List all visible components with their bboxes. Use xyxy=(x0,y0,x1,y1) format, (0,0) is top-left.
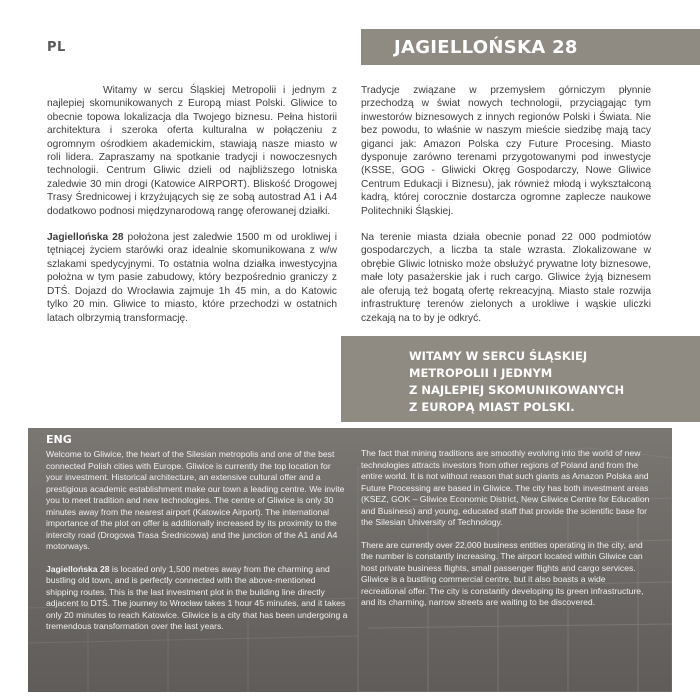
eng-left-column xyxy=(46,449,348,644)
eng-right-column xyxy=(361,448,651,620)
eng-tradition-paragraph: The fact that mining traditions are smoothly evolving into the world of new technologies attracts investors from other regions of Poland and from the entire world. It is not without reason that such giants as Amazon Polska and Future Processing are based in Gliwice. The city has both investment areas (KSEZ, GOK – Gliwice Economic District, New Gliwice Centre for Education and Business) and young, educated staff that provide the scientific base for the Silesian University of Technology. xyxy=(361,448,650,527)
pl-right-column xyxy=(361,84,651,338)
pl-location-lead: Jagiellońska 28 xyxy=(47,232,124,244)
pl-business-paragraph: Na terenie miasta działa obecnie ponad 22 000 podmiotów gospodarczych, a liczba ta stale wzrasta. Zlokalizowane w obrębie Gliwic lotnisko może obsłużyć prywatne loty biznesowe, małe loty pasażerskie jak i ruch cargo. Gliwice żyją biznesem ale oferują też bogatą ofertę rekreacyjną. Miasto stale rozwija infrastrukturę terenów zielonych a urokliwe i wąskie uliczki czekają na to by je odkryć. xyxy=(361,232,651,324)
eng-intro-paragraph: Welcome to Gliwice, the heart of the Silesian metropolis and one of the best connected Polish cities with Europe. Gliwice is currently the top location for your investment. Historical architecture, an extensive cultural offer and a prestigious academic establishment make our town a leading centre. We invite you to meet tradition and new technologies. The centre of Gliwice is only 30 minutes away from the nearest airport (Katowice Airport). The international importance of the plot on offer is additionally increased by its proximity to the intercity road (Drogowa Trasa Średnicowa) and the junction of the A1 and A4 motorways. xyxy=(46,449,345,551)
eng-location-lead: Jagiellońska 28 xyxy=(46,563,110,574)
language-label-eng: ENG xyxy=(46,433,72,446)
pl-location-paragraph xyxy=(47,231,337,325)
page-title: JAGIELLOŃSKA 28 xyxy=(394,36,578,58)
eng-location-paragraph xyxy=(46,564,348,633)
language-label-pl: PL xyxy=(47,40,66,55)
pl-intro-paragraph: Witamy w sercu Śląskiej Metropolii i jednym z najlepiej skomunikowanych z Europą miast Polski. Gliwice to obecnie topowa lokalizacja dla Twojego biznesu. Pełna historii architektura i szeroka oferta kulturalna w połączeniu z ogromnym ośrodkiem akademickim, stawiają nasze miasto w roli lidera. Zapraszamy na spotkanie tradycji i nowoczesnych technologii. Centrum Gliwic dzieli od najbliższego lotniska zaledwie 30 min drogi (Katowice AIRPORT). Bliskość Drogowej Trasy Średnicowej i krzyżujących się ze sobą autostrad A1 i A4 dodatkowo podnosi międzynarodową rangę oferowanej działki. xyxy=(47,85,337,217)
quote-line: METROPOLII I JEDNYM xyxy=(409,366,553,380)
page-title-bar xyxy=(361,29,700,65)
eng-business-paragraph: There are currently over 22,000 business entities operating in the city, and the number is constantly increasing. The airport located within Gliwice can host private business flights, small passenger flights and cargo services. Gliwice is a bustling commercial centre, but it also boasts a wide recreational offer. The city is constantly developing its green infrastructure, and its charming, narrow streets are waiting to be discovered. xyxy=(361,539,644,607)
pl-location-text: położona jest zaledwie 1500 m od urokliwej i tętniącej życiem starówki oraz idealnie skomunikowana z w/w szlakami spedycyjnymi. To ostatnia wolna działka inwestycyjna położna w tym pasie zabudowy, który bezpośrednio graniczy z DTŚ. Dojazd do Wrocławia zajmuje 1h 45 min, a do Katowic tylko 20 min. Gliwice to miasto, które przechodzi w ostatnich latach olbrzymią transformację. xyxy=(47,232,337,324)
highlight-quote-box xyxy=(341,336,700,422)
pl-left-column xyxy=(47,84,337,338)
quote-line: Z EUROPĄ MIAST POLSKI. xyxy=(409,400,575,414)
eng-panel xyxy=(28,428,672,692)
pl-tradition-paragraph: Tradycje związane w przemysłem górniczym płynnie przechodzą w świat nowych technologii, przyciągając tym inwestorów biznesowych z innych regionów Polski i Świata. Nie bez powodu, to właśnie w naszym mieście siedzibę mają tacy giganci jak: Amazon Polska czy Future Procesing. Miasto dysponuje zarówno terenami przygotowanymi pod inwestycje (KSSE, GOG - Gliwicki Okręg Gospodarczy, Nowe Gliwice Centrum Edukacji i Biznesu), jak również młodą i wykształconą kadrą, której corocznie dostarcza ogromne zaplecze naukowe Politechniki Śląskiej. xyxy=(361,85,651,217)
eng-location-text: is located only 1,500 metres away from the charming and bustling old town, and is perfectly connected with the above-mentioned shipping routes. This is the last investment plot in the building line directly adjacent to DTŚ. The journey to Wrocław takes 1 hour 45 minutes, and it takes only 20 minutes to reach Katowice. Gliwice is a city that has been undergoing a tremendous transformation over the last years. xyxy=(46,563,348,631)
quote-line: WITAMY W SERCU ŚLĄSKIEJ xyxy=(409,349,588,363)
quote-line: Z NAJLEPIEJ SKOMUNIKOWANYCH xyxy=(409,383,625,397)
